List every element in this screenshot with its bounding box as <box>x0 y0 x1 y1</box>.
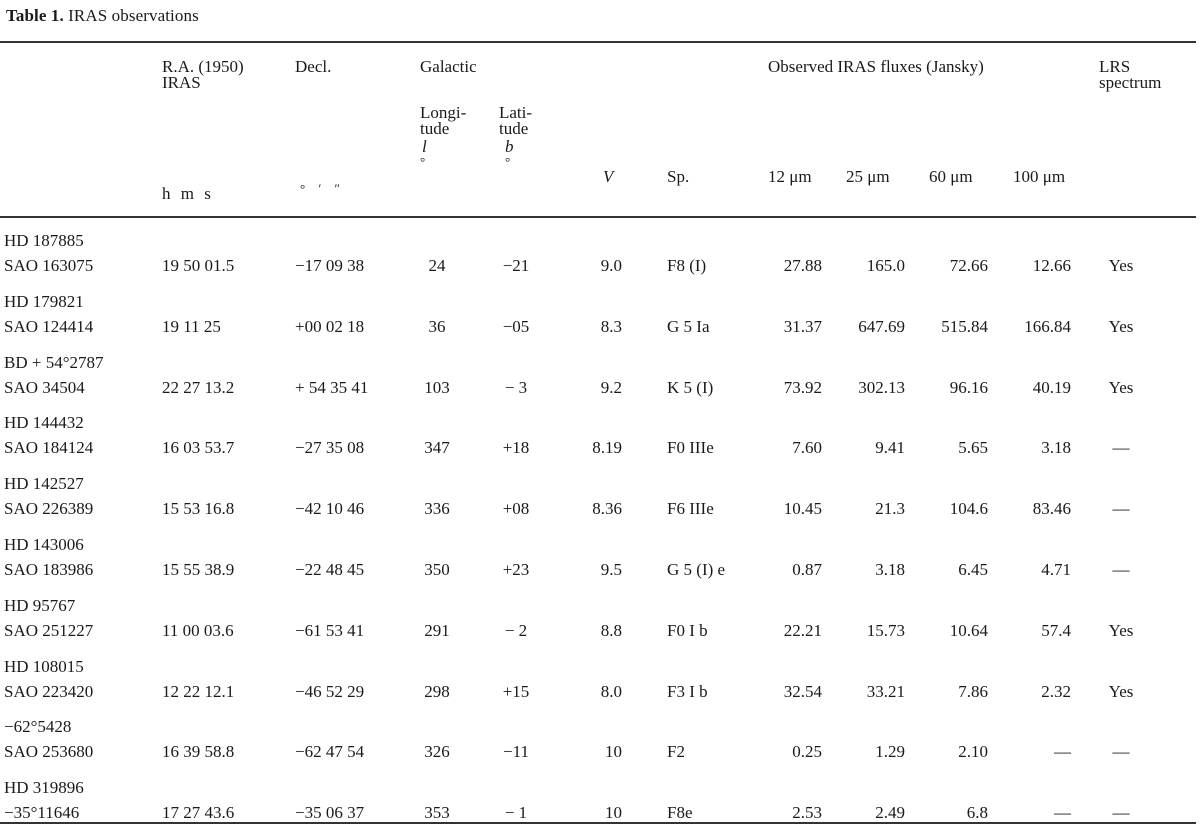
table-title <box>6 6 199 26</box>
lrs-cell: Yes <box>1108 377 1134 397</box>
magnitude-cell: 8.0 <box>600 681 622 701</box>
star-name-secondary: SAO 34504 <box>4 377 85 397</box>
header-decl-units: ° ′ ″ <box>300 181 340 196</box>
longitude-cell: 347 <box>424 438 450 458</box>
header-latitude-2: tude <box>499 119 529 138</box>
longitude-cell: 103 <box>424 377 450 397</box>
latitude-cell: +08 <box>502 499 530 519</box>
header-ra-units: h m s <box>162 184 211 203</box>
table-row <box>0 414 1200 474</box>
flux-12-cell: 22.21 <box>783 620 822 640</box>
flux-25-cell: 165.0 <box>866 256 905 275</box>
flux-25-cell: 15.73 <box>866 620 905 640</box>
spectral-type-cell: F2 <box>667 742 685 762</box>
lrs-cell: Yes <box>1108 681 1134 701</box>
latitude-cell: −11 <box>503 742 529 762</box>
flux-60-cell: 5.65 <box>958 438 988 458</box>
flux-12-cell: 0.25 <box>792 742 822 762</box>
decl-cell: −46 52 29 <box>295 681 365 701</box>
flux-100-cell: 83.46 <box>1032 499 1071 519</box>
magnitude-cell: 10 <box>605 803 622 823</box>
star-name-primary: HD 187885 <box>4 231 84 250</box>
ra-cell: 15 53 16.8 <box>162 499 235 519</box>
latitude-cell: +18 <box>502 438 530 458</box>
ra-cell: 19 11 25 <box>162 316 221 336</box>
star-name-primary: HD 108015 <box>4 656 84 676</box>
star-name-secondary: SAO 124414 <box>4 316 94 336</box>
ra-cell: 15 55 38.9 <box>162 560 235 579</box>
flux-25-cell: 9.41 <box>875 438 905 458</box>
flux-100-cell: 4.71 <box>1041 560 1071 579</box>
header-lrs-2: spectrum <box>1099 73 1162 92</box>
ra-cell: 16 03 53.7 <box>162 438 235 458</box>
table-row <box>0 354 1200 414</box>
flux-25-cell: 3.18 <box>875 560 905 579</box>
flux-60-cell: 6.8 <box>966 803 988 823</box>
header-longitude-symbol: l <box>422 137 427 156</box>
star-name-secondary: SAO 163075 <box>4 256 94 275</box>
header-rule <box>0 216 1196 218</box>
magnitude-cell: 8.3 <box>600 316 622 336</box>
spectral-type-cell: F3 I b <box>667 681 708 701</box>
flux-60-cell: 515.84 <box>941 316 988 336</box>
star-name-secondary: SAO 184124 <box>4 438 94 458</box>
star-name-primary: BD + 54°2787 <box>4 352 104 372</box>
longitude-cell: 353 <box>424 803 450 823</box>
decl-cell: −27 35 08 <box>295 438 365 458</box>
flux-25-cell: 2.49 <box>875 803 905 823</box>
flux-60-cell: 6.45 <box>958 560 988 579</box>
table-number: Table 1. <box>6 6 64 25</box>
header-f25: 25 μm <box>846 167 890 186</box>
magnitude-cell: 8.36 <box>592 499 622 519</box>
spectral-type-cell: F8 (I) <box>667 256 707 275</box>
flux-60-cell: 10.64 <box>949 620 988 640</box>
flux-100-cell: 40.19 <box>1032 377 1071 397</box>
decl-cell: −35 06 37 <box>295 803 365 823</box>
flux-60-cell: 104.6 <box>949 499 988 519</box>
header-f100: 100 μm <box>1013 167 1066 186</box>
flux-12-cell: 2.53 <box>792 803 822 823</box>
flux-12-cell: 0.87 <box>792 560 822 579</box>
magnitude-cell: 9.0 <box>600 256 622 275</box>
longitude-cell: 326 <box>424 742 450 762</box>
flux-100-cell: — <box>1054 803 1071 823</box>
flux-12-cell: 27.88 <box>783 256 822 275</box>
table-row <box>0 718 1200 778</box>
decl-cell: −17 09 38 <box>295 256 365 275</box>
star-name-secondary: SAO 223420 <box>4 681 94 701</box>
flux-12-cell: 7.60 <box>792 438 822 458</box>
star-name-primary: HD 144432 <box>4 413 84 433</box>
star-name-primary: HD 179821 <box>4 291 84 311</box>
table-row <box>0 658 1200 718</box>
header-longitude-1: Longi- <box>420 103 467 122</box>
lrs-cell: — <box>1112 803 1130 823</box>
flux-25-cell: 21.3 <box>875 499 905 519</box>
table-row <box>0 232 1200 292</box>
magnitude-cell: 9.2 <box>600 377 622 397</box>
lrs-cell: — <box>1112 499 1130 519</box>
flux-12-cell: 10.45 <box>783 499 822 519</box>
decl-cell: +00 02 18 <box>295 316 365 336</box>
flux-25-cell: 647.69 <box>858 316 905 336</box>
magnitude-cell: 8.19 <box>592 438 622 458</box>
spectral-type-cell: F8e <box>667 803 693 823</box>
latitude-cell: +15 <box>502 681 530 701</box>
longitude-cell: 36 <box>428 316 446 336</box>
ra-cell: 17 27 43.6 <box>162 803 235 823</box>
header-v: V <box>603 167 614 186</box>
table-row <box>0 293 1200 353</box>
latitude-cell: − 2 <box>504 620 528 640</box>
header-ra-sub: IRAS <box>162 73 201 92</box>
decl-cell: + 54 35 41 <box>295 377 369 397</box>
table-row <box>0 536 1200 596</box>
latitude-cell: −05 <box>502 316 530 336</box>
longitude-cell: 336 <box>424 499 450 519</box>
ra-cell: 11 00 03.6 <box>162 620 234 640</box>
flux-100-cell: 2.32 <box>1041 681 1071 701</box>
latitude-cell: − 3 <box>504 377 528 397</box>
header-longitude-2: tude <box>420 119 450 138</box>
header-fluxes: Observed IRAS fluxes (Jansky) <box>768 57 984 76</box>
star-name-secondary: SAO 226389 <box>4 499 94 519</box>
flux-25-cell: 302.13 <box>858 377 905 397</box>
flux-25-cell: 33.21 <box>866 681 905 701</box>
star-name-primary: HD 142527 <box>4 474 84 494</box>
latitude-cell: +23 <box>502 560 530 579</box>
header-latitude-degree: ° <box>505 154 511 169</box>
lrs-cell: — <box>1112 438 1130 458</box>
header-f60: 60 μm <box>929 167 973 186</box>
table-row <box>0 475 1200 535</box>
ra-cell: 19 50 01.5 <box>162 256 235 275</box>
lrs-cell: — <box>1112 560 1130 579</box>
lrs-cell: Yes <box>1108 256 1134 275</box>
flux-12-cell: 32.54 <box>783 681 822 701</box>
longitude-cell: 350 <box>424 560 450 579</box>
spectral-type-cell: F0 I b <box>667 620 708 640</box>
star-name-secondary: SAO 253680 <box>4 742 94 762</box>
flux-12-cell: 73.92 <box>783 377 822 397</box>
flux-100-cell: 3.18 <box>1041 438 1071 458</box>
lrs-cell: Yes <box>1108 620 1134 640</box>
star-name-primary: HD 143006 <box>4 535 84 554</box>
table-row <box>0 597 1200 657</box>
spectral-type-cell: K 5 (I) <box>667 377 714 397</box>
header-latitude-1: Lati- <box>499 103 533 122</box>
header-latitude-symbol: b <box>505 137 514 156</box>
header-ra: R.A. (1950) <box>162 57 244 76</box>
flux-100-cell: — <box>1054 742 1071 762</box>
table-caption: IRAS observations <box>68 6 199 25</box>
magnitude-cell: 10 <box>605 742 622 762</box>
flux-12-cell: 31.37 <box>783 316 822 336</box>
flux-60-cell: 72.66 <box>949 256 988 275</box>
decl-cell: −62 47 54 <box>295 742 365 762</box>
header-longitude-degree: ° <box>420 154 426 169</box>
lrs-cell: — <box>1112 742 1130 762</box>
latitude-cell: − 1 <box>504 803 528 823</box>
flux-100-cell: 57.4 <box>1041 620 1071 640</box>
header-decl: Decl. <box>295 57 332 76</box>
star-name-secondary: SAO 251227 <box>4 620 94 640</box>
flux-60-cell: 96.16 <box>949 377 988 397</box>
ra-cell: 22 27 13.2 <box>162 377 235 397</box>
flux-60-cell: 7.86 <box>958 681 988 701</box>
decl-cell: −42 10 46 <box>295 499 365 519</box>
longitude-cell: 298 <box>424 681 450 701</box>
spectral-type-cell: G 5 (I) e <box>667 560 726 579</box>
header-f12: 12 μm <box>768 167 812 186</box>
ra-cell: 12 22 12.1 <box>162 681 235 701</box>
decl-cell: −61 53 41 <box>295 620 365 640</box>
longitude-cell: 291 <box>424 620 450 640</box>
star-name-secondary: −35°11646 <box>4 803 80 823</box>
magnitude-cell: 8.8 <box>600 620 622 640</box>
magnitude-cell: 9.5 <box>600 560 622 579</box>
top-rule <box>0 41 1196 43</box>
header-sp: Sp. <box>667 167 690 186</box>
lrs-cell: Yes <box>1108 316 1134 336</box>
star-name-primary: HD 95767 <box>4 595 76 615</box>
star-name-primary: HD 319896 <box>4 778 84 798</box>
latitude-cell: −21 <box>502 256 530 275</box>
longitude-cell: 24 <box>428 256 446 275</box>
star-name-secondary: SAO 183986 <box>4 560 94 579</box>
flux-25-cell: 1.29 <box>875 742 905 762</box>
spectral-type-cell: F0 IIIe <box>667 438 714 458</box>
table-row <box>0 779 1200 839</box>
spectral-type-cell: F6 IIIe <box>667 499 714 519</box>
star-name-primary: −62°5428 <box>4 717 72 737</box>
decl-cell: −22 48 45 <box>295 560 365 579</box>
bottom-rule <box>0 822 1196 824</box>
spectral-type-cell: G 5 Ia <box>667 316 710 336</box>
header-lrs-1: LRS <box>1099 57 1131 76</box>
flux-100-cell: 166.84 <box>1024 316 1071 336</box>
flux-100-cell: 12.66 <box>1032 256 1071 275</box>
header-galactic: Galactic <box>420 57 477 76</box>
flux-60-cell: 2.10 <box>958 742 988 762</box>
ra-cell: 16 39 58.8 <box>162 742 235 762</box>
